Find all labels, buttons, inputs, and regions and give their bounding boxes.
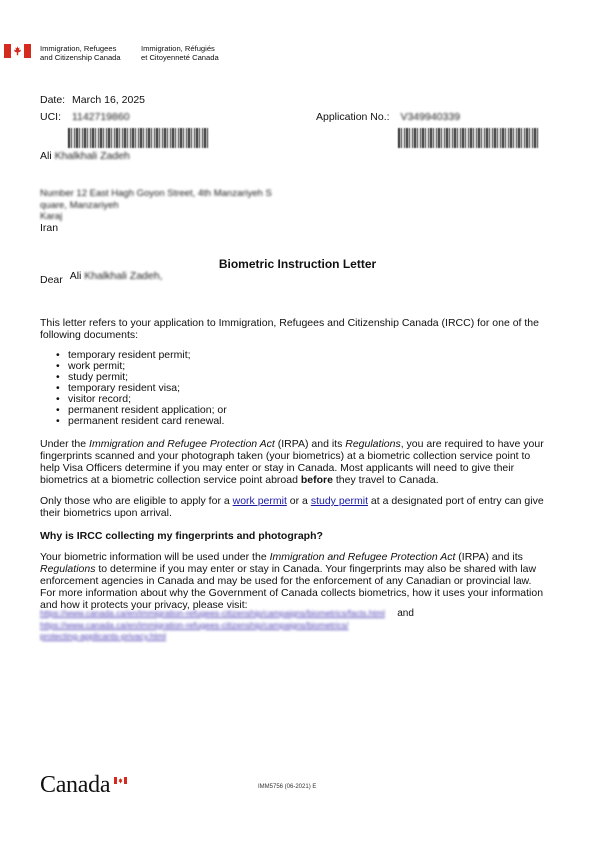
p2-regulations: Regulations (345, 438, 401, 450)
recipient-last-name: Khalkhali Zadeh (54, 150, 130, 162)
list-item: • work permit; (40, 361, 540, 372)
salutation-dear: Dear (40, 274, 63, 286)
p4-regulations: Regulations (40, 563, 96, 575)
list-item: • permanent resident card renewal. (40, 416, 540, 427)
p2-before-bold: before (300, 474, 333, 486)
p2-act-name: Immigration and Refugee Protection Act (89, 438, 275, 450)
date-row (40, 94, 145, 106)
list-item: • study permit; (40, 372, 540, 383)
dept-en-line2: and Citizenship Canada (40, 52, 121, 62)
salutation-rest: Khalkhali Zadeh, (84, 270, 163, 282)
salutation (40, 270, 163, 286)
recipient-name (40, 150, 130, 162)
p2-text-a: Under the (40, 438, 90, 450)
dept-fr-line2: et Citoyenneté Canada (141, 52, 219, 62)
list-item: • temporary resident visa; (40, 383, 540, 394)
date-label: Date: (40, 94, 66, 106)
application-barcode (398, 128, 540, 148)
intro-paragraph: This letter refers to your application to Immigration, Refugees and Citizenship Canada (IRCC) for one of the following documents: (40, 317, 539, 341)
address-line4: Iran (40, 221, 59, 234)
p2-text-d: they travel to Canada. (332, 474, 439, 486)
p4-text-b: (IRPA) and its (455, 551, 523, 563)
p3-text-b: or a (286, 495, 311, 507)
address-line3: Karaj (40, 211, 63, 222)
dept-fr-line1: Immigration, Réfugiés (141, 44, 215, 53)
canada-flag-icon (4, 44, 31, 58)
p4-act-name: Immigration and Refugee Protection Act (269, 551, 456, 563)
port-of-entry-paragraph (40, 495, 550, 519)
address-line1: Number 12 East Hagh Goyon Street, 4th Manzariyeh S (40, 188, 272, 199)
department-name-fr (141, 45, 219, 63)
biometrics-facts-link[interactable]: https://www.canada.ca/en/immigration-refugees-citizenship/campaigns/biometrics/facts.html (40, 608, 385, 618)
letter-title: Biometric Instruction Letter (218, 257, 377, 271)
list-item: • temporary resident permit; (40, 350, 540, 361)
uci-row (40, 111, 130, 123)
p3-text-c: at a designated port of entry can give their biometrics upon arrival. (40, 495, 544, 519)
application-number-value: V349940339 (400, 111, 461, 123)
work-permit-link[interactable]: work permit (232, 495, 287, 507)
links-and: and (397, 608, 414, 619)
address-line2: quare, Manzariyeh (40, 199, 119, 211)
links-block (40, 608, 560, 643)
p2-text-c: , you are required to have your fingerprints scanned and your photograph taken (your biometrics) at a biometric collection service point to help Visa Officers determine if you may enter or stay in Canada. Most applicants will need to give their biometrics at a biometric collection service point abroad (40, 438, 544, 486)
wordmark-flag-icon (114, 775, 127, 782)
uci-value: 1142719860 (71, 111, 130, 123)
privacy-link-line2[interactable]: protecting-applicants-privacy.html (40, 631, 166, 641)
application-number-label: Application No.: (316, 111, 390, 123)
salutation-first: Ali (69, 270, 82, 282)
list-item: • permanent resident application; or (40, 405, 540, 416)
p3-text-a: Only those who are eligible to apply for a (40, 495, 233, 507)
application-number-row (316, 111, 460, 123)
list-item: • visitor record; (40, 394, 540, 405)
p2-text-b: (IRPA) and its (274, 438, 346, 450)
form-number: IMM5756 (06-2021) E (258, 784, 317, 790)
dept-en-line1: Immigration, Refugees (40, 44, 117, 53)
uci-label: UCI: (40, 111, 61, 123)
department-name-en (40, 45, 121, 63)
date-value: March 16, 2025 (72, 94, 145, 106)
p4-text-c: to determine if you may enter or stay in Canada. Your fingerprints may also be shared with law enforcement agencies in Canada and may be used for the enforcement of any Canadian or provincial law. For more information about why the Government of Canada collects biometrics, how it uses your information and how it protects your privacy, please visit: (40, 563, 544, 611)
biometrics-requirement-paragraph (40, 438, 550, 486)
privacy-paragraph (40, 551, 550, 611)
privacy-link-line1[interactable]: https://www.canada.ca/en/immigration-refugees-citizenship/campaigns/biometrics/ (40, 619, 349, 630)
p4-text-a: Your biometric information will be used under the (40, 551, 270, 563)
uci-barcode (68, 128, 210, 148)
recipient-address (40, 188, 272, 234)
document-list (40, 350, 540, 427)
recipient-first-name: Ali (40, 150, 52, 162)
canada-wordmark: Canada (40, 772, 111, 798)
study-permit-link[interactable]: study permit (310, 495, 368, 507)
section-heading: Why is IRCC collecting my fingerprints and photograph? (40, 530, 323, 542)
